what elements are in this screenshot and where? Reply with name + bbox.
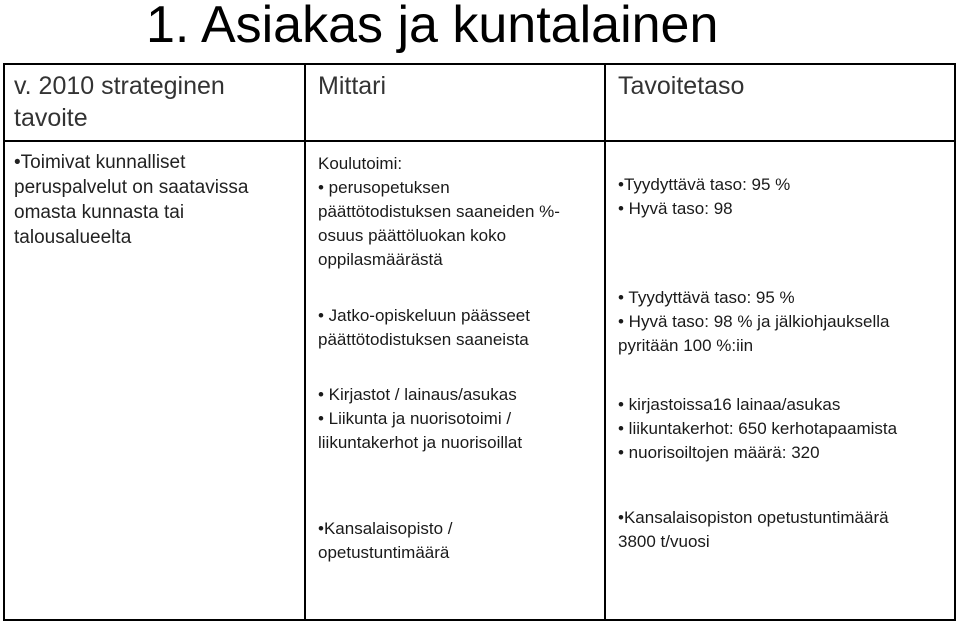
metric-block-further-studies: • Jatko-opiskeluun päässeet päättötodistuksen saaneista — [318, 306, 530, 349]
column-divider-1 — [304, 63, 306, 621]
column-divider-2 — [604, 63, 606, 621]
target-block-adult-education: •Kansalaisopiston opetustuntimäärä 3800 t/vuosi — [618, 508, 889, 551]
header-divider — [3, 140, 956, 142]
target-block-library-sports: • kirjastoissa16 lainaa/asukas • liikuntakerhot: 650 kerhotapaamista • nuorisoiltojen määrä: 320 — [618, 395, 898, 462]
target-block-further-studies: • Tyydyttävä taso: 95 % • Hyvä taso: 98 % ja jälkiohjauksella pyritään 100 %:iin — [618, 288, 890, 355]
header-target-level: Tavoitetaso — [618, 72, 745, 100]
metric-block-adult-education: •Kansalaisopisto / opetustuntimäärä — [318, 519, 453, 562]
strategic-goal-text: •Toimivat kunnalliset peruspalvelut on saatavissa omasta kunnasta tai talousalueelta — [14, 152, 249, 248]
header-strategic-goal: v. 2010 strateginen tavoite — [14, 72, 225, 132]
metric-block-education: Koulutoimi: • perusopetuksen päättötodistuksen saaneiden %- osuus päättöluokan koko oppilasmäärästä — [318, 154, 560, 269]
metric-block-library-sports: • Kirjastot / lainaus/asukas • Liikunta ja nuorisotoimi / liikuntakerhot ja nuorisoillat — [318, 385, 523, 452]
header-metric: Mittari — [318, 72, 387, 100]
target-block-education: •Tyydyttävä taso: 95 % • Hyvä taso: 98 — [618, 175, 791, 218]
page-title: 1. Asiakas ja kuntalainen — [146, 0, 719, 54]
